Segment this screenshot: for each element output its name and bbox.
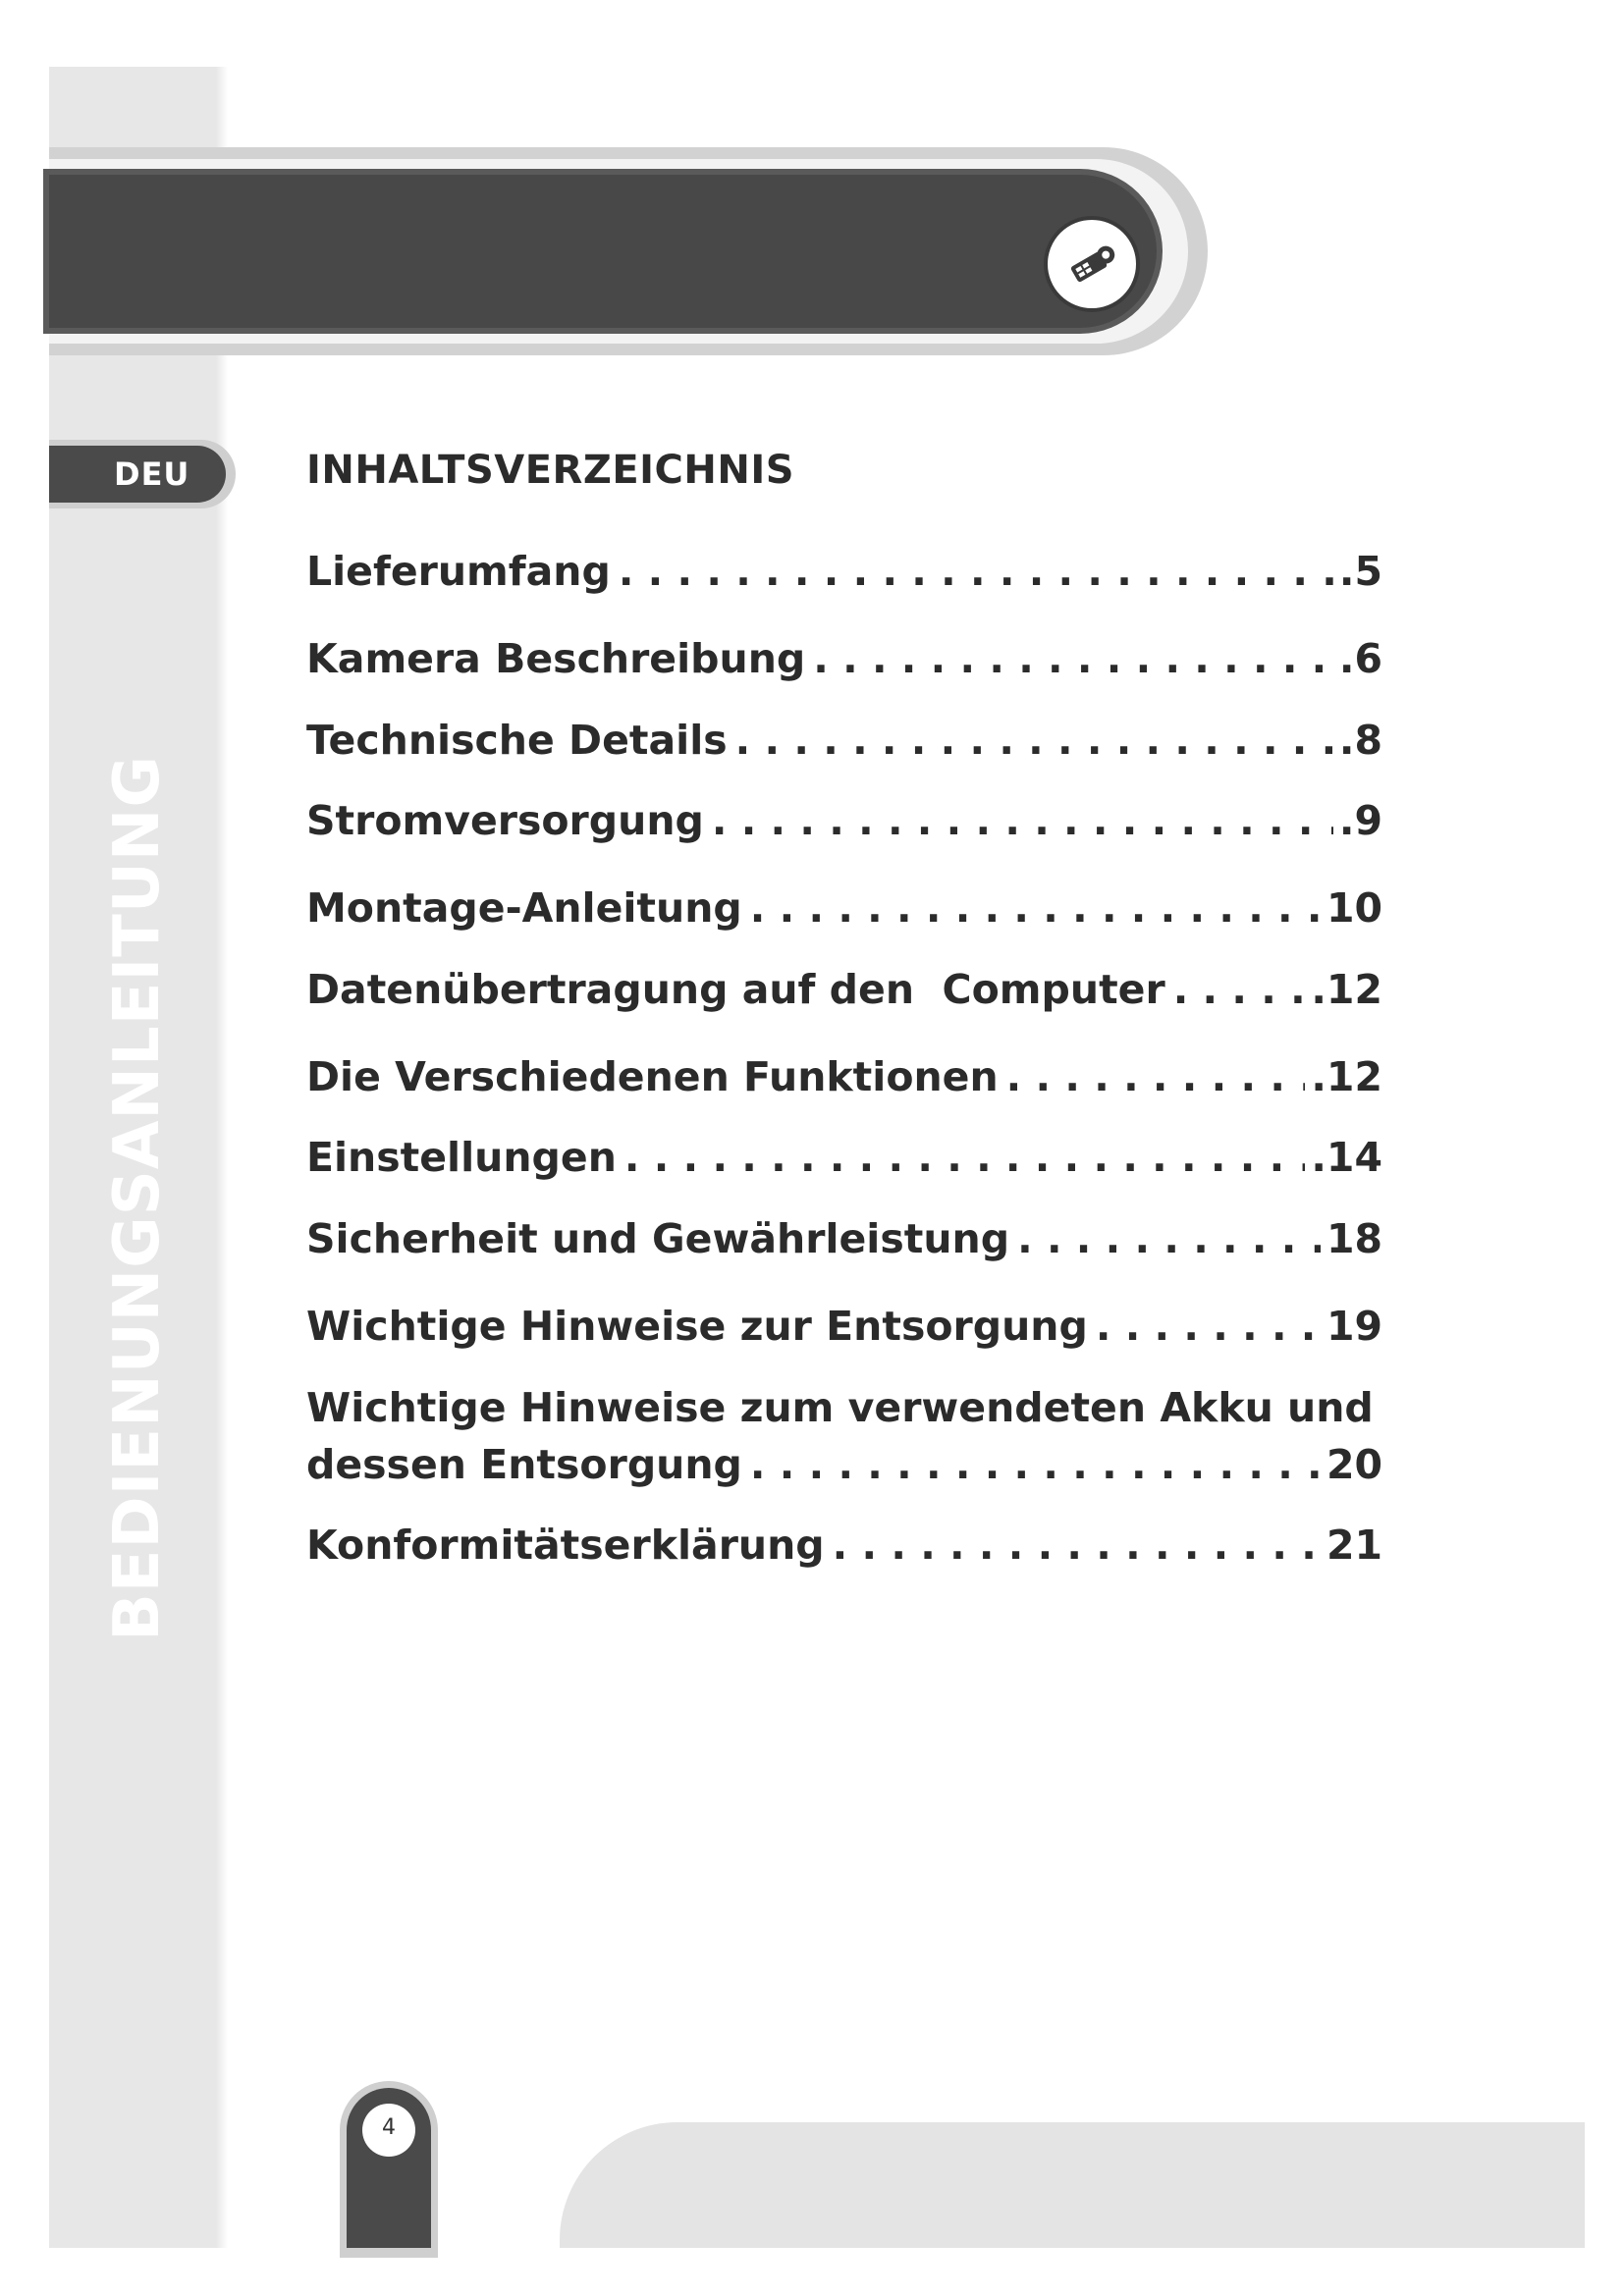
toc-entry-title: Wichtige Hinweise zur Entsorgung [306, 1303, 1088, 1350]
toc-entry-page: .8 [1338, 717, 1382, 764]
toc-leader [1006, 1053, 1306, 1100]
toc-entry-page: 18 [1326, 1215, 1382, 1262]
page-number: 4 [362, 2104, 415, 2157]
vertical-section-title: BEDIENUNGSANLEITUNG [101, 755, 174, 1641]
toc-entry-funktionen[interactable] [306, 1053, 1382, 1100]
language-tab: DEU [49, 446, 226, 503]
camera-badge-icon [1044, 216, 1140, 312]
toc-leader [1173, 966, 1306, 1013]
toc-entry-title: Kamera Beschreibung [306, 635, 806, 682]
toc-leader [813, 635, 1333, 682]
toc-entry-page: 10 [1326, 884, 1382, 932]
toc-entry-title: Die Verschiedenen Funktionen [306, 1053, 999, 1100]
toc-entry-akku[interactable] [306, 1441, 1382, 1488]
toc-entry-title: Sicherheit und Gewährleistung [306, 1215, 1010, 1262]
toc-entry-entsorgung[interactable] [306, 1303, 1382, 1350]
toc-entry-sicherheit[interactable] [306, 1215, 1382, 1262]
toc-entry-page: 21 [1326, 1522, 1382, 1569]
toc-leader [619, 548, 1333, 595]
header-banner [49, 175, 1157, 328]
toc-heading: INHALTSVERZEICHNIS [306, 448, 795, 493]
toc-leader [750, 884, 1321, 932]
toc-entry-akku-line1[interactable]: Wichtige Hinweise zum verwendeten Akku und [306, 1384, 1374, 1431]
toc-leader [833, 1522, 1321, 1569]
toc-entry-page: .14 [1311, 1134, 1382, 1181]
toc-entry-technische-details[interactable] [306, 717, 1382, 764]
toc-entry-page: .12 [1311, 966, 1382, 1013]
toc-leader [712, 797, 1333, 844]
toc-entry-konformitaet[interactable] [306, 1522, 1382, 1569]
toc-entry-title: Stromversorgung [306, 797, 704, 844]
toc-entry-title: Technische Details [306, 717, 728, 764]
toc-leader [750, 1441, 1321, 1488]
toc-leader [624, 1134, 1305, 1181]
toc-entry-title: Konformitätserklärung [306, 1522, 825, 1569]
toc-entry-montage-anleitung[interactable] [306, 884, 1382, 932]
toc-leader [1096, 1303, 1321, 1350]
toc-entry-einstellungen[interactable] [306, 1134, 1382, 1181]
toc-entry-page: .12 [1311, 1053, 1382, 1100]
toc-entry-page: 19 [1326, 1303, 1382, 1350]
toc-entry-title: Datenübertragung auf den Computer [306, 966, 1165, 1013]
toc-entry-kamera-beschreibung[interactable] [306, 635, 1382, 682]
footer-bar [560, 2122, 1585, 2248]
toc-entry-stromversorgung[interactable] [306, 797, 1382, 844]
toc-entry-page: 20 [1326, 1441, 1382, 1488]
toc-entry-title: dessen Entsorgung [306, 1441, 742, 1488]
toc-entry-title: Montage-Anleitung [306, 884, 742, 932]
toc-entry-lieferumfang[interactable] [306, 548, 1382, 595]
toc-entry-title: Lieferumfang [306, 548, 611, 595]
toc-entry-datenuebertragung[interactable] [306, 966, 1382, 1013]
toc-entry-page: .5 [1338, 548, 1382, 595]
toc-entry-title: Einstellungen [306, 1134, 617, 1181]
toc-leader [1017, 1215, 1321, 1262]
toc-entry-page: .9 [1338, 797, 1382, 844]
toc-entry-page: .6 [1338, 635, 1382, 682]
toc-leader [735, 717, 1333, 764]
